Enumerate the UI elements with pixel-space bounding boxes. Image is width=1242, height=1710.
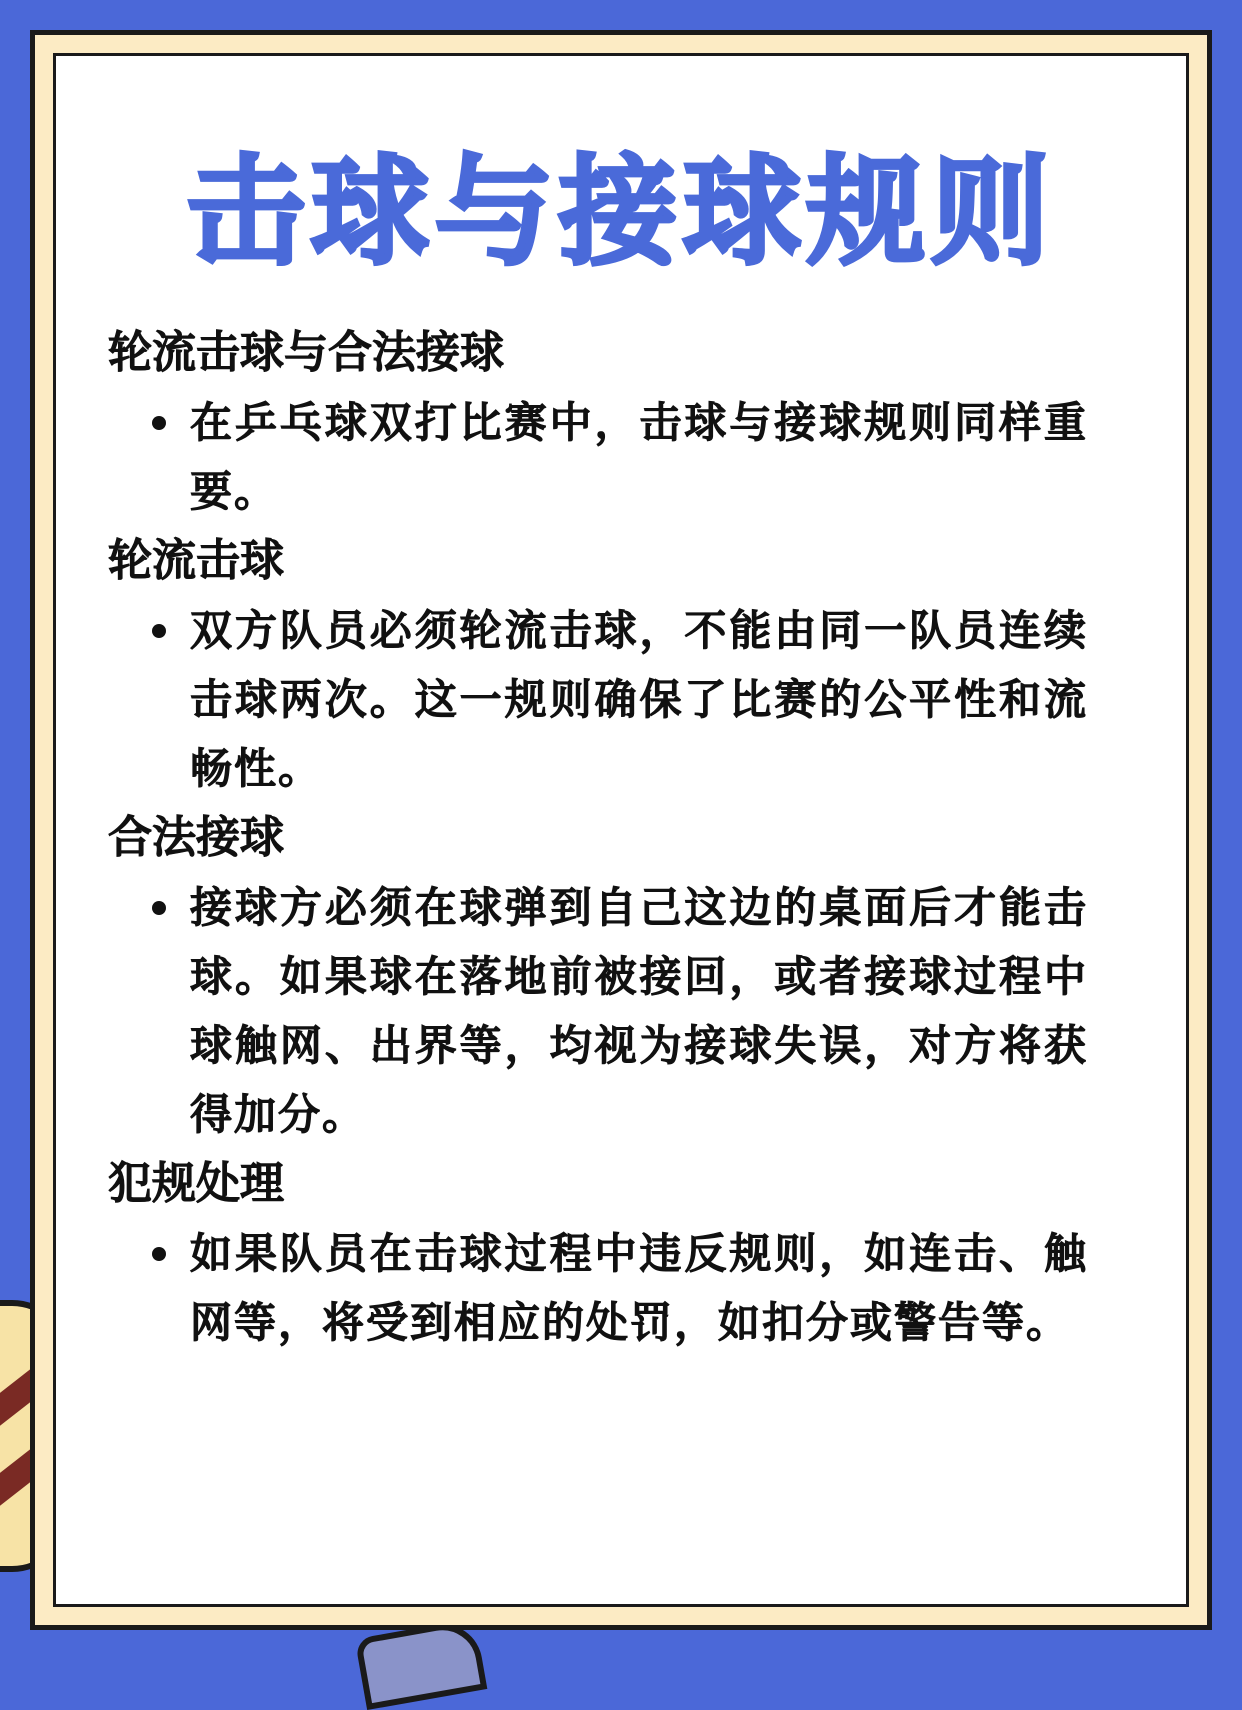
bullet-list [108, 388, 1088, 526]
page-title: 击球与接球规则 [186, 143, 1055, 281]
bullet-dot-icon [152, 1247, 166, 1261]
bullet-dot-icon [152, 901, 166, 915]
bullet-item [108, 388, 1088, 526]
bullet-text: 接球方必须在球弹到自己这边的桌面后才能击球。如果球在落地前被接回，或者接球过程中球触网、出界等，均视为接球失误，对方将获得加分。 [190, 883, 1088, 1139]
bullet-text: 双方队员必须轮流击球，不能由同一队员连续击球两次。这一规则确保了比赛的公平性和流畅性。 [190, 606, 1088, 793]
section-legal-receive [108, 803, 1088, 1149]
card-frame [30, 30, 1212, 1630]
section-heading: 轮流击球与合法接球 [108, 327, 504, 378]
mascot-illustration-bottom [355, 1618, 488, 1710]
bullet-dot-icon [152, 624, 166, 638]
section-heading: 犯规处理 [108, 1158, 284, 1209]
section-foul-handling [108, 1149, 1088, 1357]
bullet-item [108, 873, 1088, 1149]
card-frame-band [35, 35, 1207, 1625]
bullet-text: 在乒乓球双打比赛中，击球与接球规则同样重要。 [190, 398, 1088, 516]
card-frame-inner [53, 53, 1189, 1607]
section-heading: 合法接球 [108, 812, 284, 863]
bullet-list [108, 873, 1088, 1149]
section-turn-and-legal-receive [108, 318, 1088, 526]
bullet-list [108, 1219, 1088, 1357]
bullet-text: 如果队员在击球过程中违反规则，如连击、触网等，将受到相应的处罚，如扣分或警告等。 [190, 1229, 1088, 1347]
content-card [56, 56, 1186, 1604]
bullet-item [108, 596, 1088, 803]
rules-content [108, 318, 1088, 1357]
section-turn-hitting [108, 526, 1088, 803]
bullet-item [108, 1219, 1088, 1357]
bullet-dot-icon [152, 416, 166, 430]
section-heading: 轮流击球 [108, 535, 284, 586]
bullet-list [108, 596, 1088, 803]
